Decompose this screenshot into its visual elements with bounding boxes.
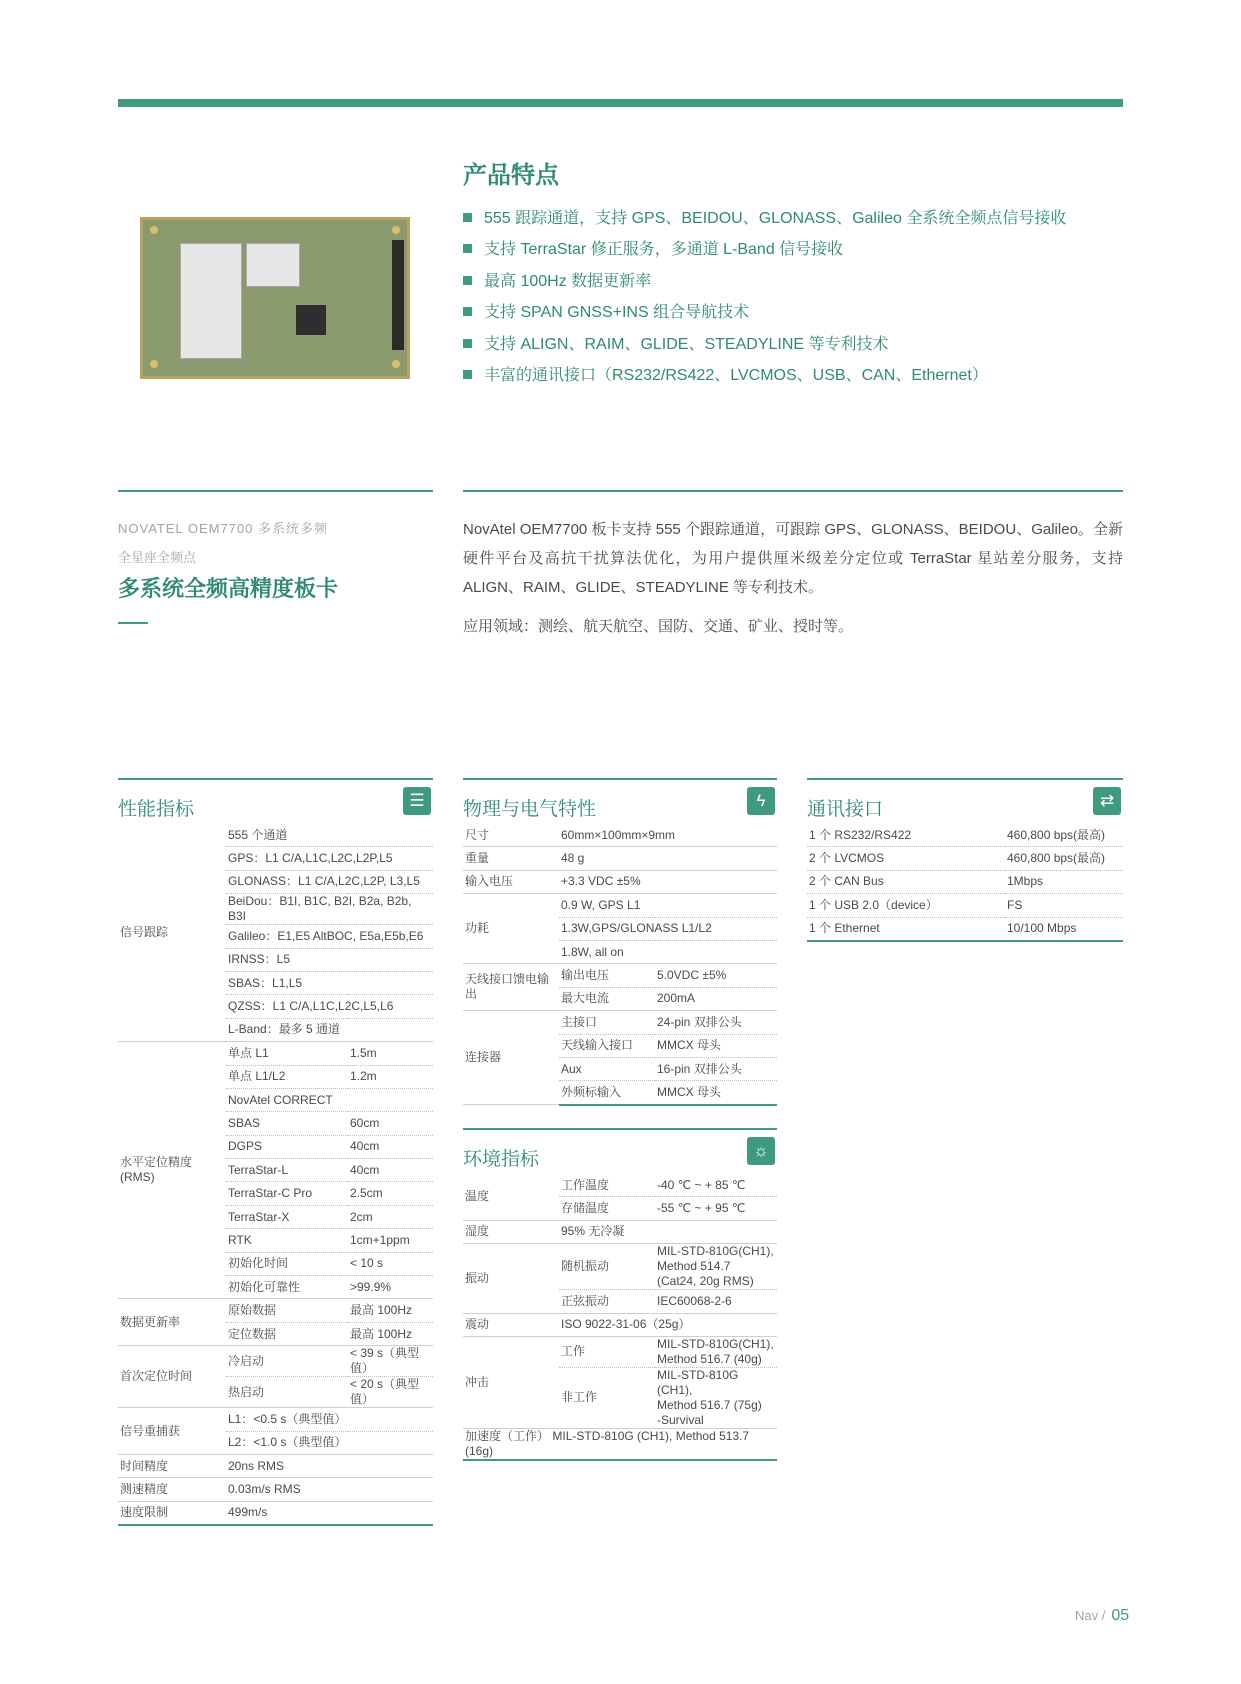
cell: SBAS：L1,L5 (226, 971, 433, 994)
feature-item: 支持 SPAN GNSS+INS 组合导航技术 (463, 303, 1066, 334)
row-label: 输入电压 (463, 870, 559, 893)
row-label: 连接器 (463, 1011, 559, 1105)
cell: 1 个 RS232/RS422 (807, 824, 1005, 847)
cell: 外频标输入 (559, 1081, 655, 1105)
mounting-hole (392, 226, 400, 234)
cell: TerraStar-C Pro (226, 1182, 348, 1205)
mounting-hole (150, 360, 158, 368)
cell: 1.2m (348, 1065, 433, 1088)
row-label: 尺寸 (463, 824, 559, 847)
environment-header (463, 1130, 777, 1174)
physical-header (463, 780, 777, 824)
cell: 95% 无冷凝 (559, 1220, 777, 1243)
cell: 工作 (559, 1336, 655, 1367)
environment-title: 环境指标 (463, 1149, 540, 1170)
product-intro: NovAtel OEM7700 板卡支持 555 个跟踪通道，可跟踪 GPS、GLONASS、BEIDOU、Galileo。全新硬件平台及高抗干扰算法优化，为用户提供厘米级差分定位或 TerraStar 星站差分服务，支持 ALIGN、RAIM、GLIDE、STEADYLINE 等专利技术。 (463, 521, 1123, 596)
feature-item: 支持 ALIGN、RAIM、GLIDE、STEADYLINE 等专利技术 (463, 335, 1066, 366)
cell: 5.0VDC ±5% (655, 964, 777, 987)
cell: MMCX 母头 (655, 1034, 777, 1057)
row-label: 数据更新率 (118, 1299, 226, 1346)
comms-header (807, 780, 1123, 824)
environment-table (463, 1174, 777, 1461)
cell: ISO 9022-31-06（25g） (559, 1313, 777, 1336)
bullet-square-icon (463, 244, 472, 253)
cell: 正弦振动 (559, 1290, 655, 1313)
bullet-square-icon (463, 307, 472, 316)
cell: 最大电流 (559, 987, 655, 1010)
mounting-hole (150, 226, 158, 234)
cell: 1 个 USB 2.0（device） (807, 894, 1005, 917)
cell: 天线输入接口 (559, 1034, 655, 1057)
bullet-square-icon (463, 370, 472, 379)
cell: FS (1005, 894, 1123, 917)
environment-section (463, 1128, 777, 1461)
cell: 460,800 bps(最高) (1005, 847, 1123, 870)
cell: 2 个 LVCMOS (807, 847, 1005, 870)
exchange-icon: ⇄ (1093, 787, 1121, 815)
cell: 非工作 (559, 1367, 655, 1428)
feature-item: 支持 TerraStar 修正服务，多通道 L-Band 信号接收 (463, 240, 1066, 271)
cell: MIL-STD-810G (CH1), Method 516.7 (75g) -Survival (655, 1367, 777, 1428)
cell: BeiDou：B1I, B1C, B2I, B2a, B2b, B3I (226, 894, 433, 925)
cell: 48 g (559, 847, 777, 870)
cell: 工作温度 (559, 1174, 655, 1197)
mounting-hole (392, 360, 400, 368)
row-label: 信号重捕获 (118, 1408, 226, 1455)
rf-shield-can (180, 243, 242, 359)
cell: 40cm (348, 1159, 433, 1182)
cell: GPS：L1 C/A,L1C,L2C,L2P,L5 (226, 847, 433, 870)
feature-item: 555 跟踪通道，支持 GPS、BEIDOU、GLONASS、Galileo 全系统全频点信号接收 (463, 209, 1066, 240)
cell: 最高 100Hz (348, 1322, 433, 1345)
feature-item: 丰富的通讯接口（RS232/RS422、LVCMOS、USB、CAN、Ethernet） (463, 366, 1066, 397)
cell: MIL-STD-810G(CH1), Method 516.7 (40g) (655, 1336, 777, 1367)
cell: IEC60068-2-6 (655, 1290, 777, 1313)
row-label: 振动 (463, 1244, 559, 1313)
cell: 最高 100Hz (348, 1299, 433, 1322)
cell: 2cm (348, 1205, 433, 1228)
list-icon: ☰ (403, 787, 431, 815)
row-label: 水平定位精度 (RMS) (118, 1042, 226, 1299)
acceleration-row (463, 1428, 777, 1460)
cell: L1：<0.5 s（典型值） (226, 1408, 433, 1431)
cell: 单点 L1 (226, 1042, 348, 1065)
cell: 1.5m (348, 1042, 433, 1065)
cell: Aux (559, 1057, 655, 1080)
cell: 2 个 CAN Bus (807, 870, 1005, 893)
cell: < 39 s（典型值） (348, 1346, 433, 1377)
cell: 存储温度 (559, 1197, 655, 1220)
top-accent-bar (118, 99, 1123, 107)
performance-title: 性能指标 (118, 799, 195, 820)
cell: RTK (226, 1229, 348, 1252)
cell: TerraStar-L (226, 1159, 348, 1182)
cell: 200mA (655, 987, 777, 1010)
cell: 1 个 Ethernet (807, 917, 1005, 941)
cell: 定位数据 (226, 1322, 348, 1345)
cell: 0.03m/s RMS (226, 1478, 433, 1501)
cell: 0.9 W, GPS L1 (559, 894, 777, 917)
page-mark: Nav / (1075, 1608, 1106, 1623)
row-label: 温度 (463, 1174, 559, 1220)
bullet-square-icon (463, 276, 472, 285)
sun-icon: ☼ (747, 1137, 775, 1165)
processor-chip (296, 305, 326, 335)
cell: 60cm (348, 1112, 433, 1135)
bullet-square-icon (463, 339, 472, 348)
performance-header (118, 780, 433, 824)
comms-title: 通讯接口 (807, 799, 884, 820)
cell: 555 个通道 (226, 824, 433, 847)
cell: 40cm (348, 1135, 433, 1158)
cell: 1.3W,GPS/GLONASS L1/L2 (559, 917, 777, 940)
row-label: 冲击 (463, 1336, 559, 1428)
physical-table (463, 824, 777, 1106)
features-list (463, 209, 1066, 397)
row-label: 天线接口馈电输出 (463, 964, 559, 1011)
cell: 原始数据 (226, 1299, 348, 1322)
cell: TerraStar-X (226, 1205, 348, 1228)
row-label: 信号跟踪 (118, 824, 226, 1042)
cell: >99.9% (348, 1276, 433, 1299)
physical-title: 物理与电气特性 (463, 799, 597, 820)
cell: MMCX 母头 (655, 1081, 777, 1105)
cell: 1Mbps (1005, 870, 1123, 893)
row-label: 加速度（工作） (465, 1428, 550, 1443)
cell: 主接口 (559, 1011, 655, 1034)
section-divider (463, 490, 1123, 492)
features-title: 产品特点 (463, 162, 559, 189)
product-subtitle-2: 全星座全频点 (118, 550, 197, 565)
cell: DGPS (226, 1135, 348, 1158)
cell: MIL-STD-810G (CH1), Method 513.7 (16g) (465, 1428, 750, 1458)
cell: 初始化可靠性 (226, 1276, 348, 1299)
cell: 499m/s (226, 1501, 433, 1525)
performance-section (118, 778, 433, 1526)
cell: < 20 s（典型值） (348, 1377, 433, 1408)
cell: NovAtel CORRECT (226, 1088, 348, 1111)
feature-item: 最高 100Hz 数据更新率 (463, 272, 1066, 303)
pin-header (392, 240, 404, 350)
row-label: 测速精度 (118, 1478, 226, 1501)
product-name: 多系统全频高精度板卡 (118, 576, 339, 601)
cell: L-Band：最多 5 通道 (226, 1018, 433, 1041)
cell: IRNSS：L5 (226, 948, 433, 971)
cell: L2：<1.0 s（典型值） (226, 1431, 433, 1454)
cell: 24-pin 双排公头 (655, 1011, 777, 1034)
comms-section (807, 778, 1123, 942)
cell: QZSS：L1 C/A,L1C,L2C,L5,L6 (226, 995, 433, 1018)
page-number-value: 05 (1111, 1607, 1130, 1624)
cell: MIL-STD-810G(CH1), Method 514.7 (Cat24, 20g RMS) (655, 1244, 777, 1290)
cell: 20ns RMS (226, 1454, 433, 1477)
performance-table (118, 824, 433, 1526)
cell: 10/100 Mbps (1005, 917, 1123, 941)
row-label: 时间精度 (118, 1454, 226, 1477)
row-label: 震动 (463, 1313, 559, 1336)
cell: 随机振动 (559, 1244, 655, 1290)
comms-table (807, 824, 1123, 942)
cell: 初始化时间 (226, 1252, 348, 1275)
cell: 1cm+1ppm (348, 1229, 433, 1252)
lightning-icon: ϟ (747, 787, 775, 815)
section-divider (118, 490, 433, 492)
rf-shield-small (246, 243, 300, 287)
physical-section (463, 778, 777, 1106)
cell: < 10 s (348, 1252, 433, 1275)
row-label: 湿度 (463, 1220, 559, 1243)
cell: -40 ℃ ~ + 85 ℃ (655, 1174, 777, 1197)
cell: GLONASS：L1 C/A,L2C,L2P, L3,L5 (226, 870, 433, 893)
cell: 输出电压 (559, 964, 655, 987)
cell: +3.3 VDC ±5% (559, 870, 777, 893)
cell: 2.5cm (348, 1182, 433, 1205)
cell: 冷启动 (226, 1346, 348, 1377)
cell: 60mm×100mm×9mm (559, 824, 777, 847)
cell: 460,800 bps(最高) (1005, 824, 1123, 847)
applications-text: 应用领域：测绘、航天航空、国防、交通、矿业、授时等。 (463, 618, 854, 635)
row-label: 首次定位时间 (118, 1346, 226, 1408)
row-label: 功耗 (463, 894, 559, 964)
cell: 单点 L1/L2 (226, 1065, 348, 1088)
title-underline (118, 622, 148, 624)
cell (348, 1088, 433, 1111)
cell: 1.8W, all on (559, 940, 777, 963)
cell: 热启动 (226, 1377, 348, 1408)
row-label: 重量 (463, 847, 559, 870)
cell: 16-pin 双排公头 (655, 1057, 777, 1080)
cell: -55 ℃ ~ + 95 ℃ (655, 1197, 777, 1220)
bullet-square-icon (463, 213, 472, 222)
row-label: 速度限制 (118, 1501, 226, 1525)
cell: Galileo：E1,E5 AltBOC, E5a,E5b,E6 (226, 925, 433, 948)
cell: SBAS (226, 1112, 348, 1135)
product-subtitle: NOVATEL OEM7700 多系统多频 (118, 521, 329, 536)
page-number (1075, 1607, 1129, 1625)
